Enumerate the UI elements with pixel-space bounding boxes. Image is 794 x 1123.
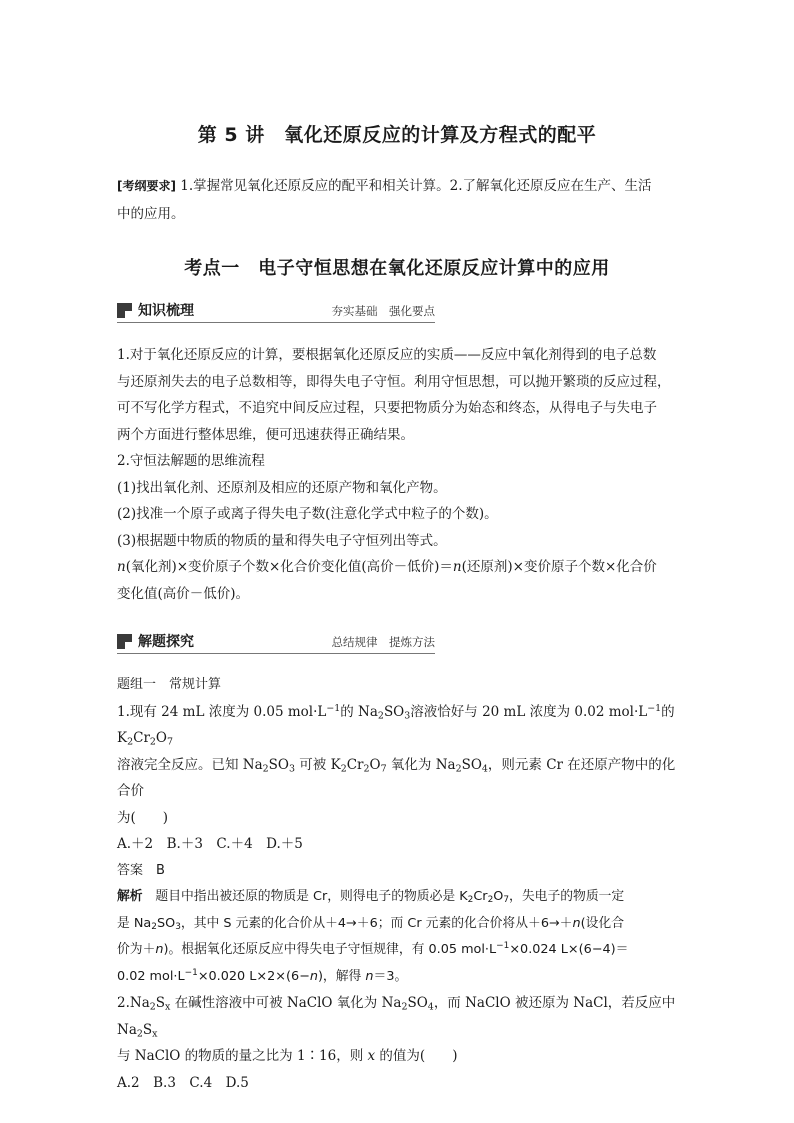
question-1-line-2 <box>117 752 677 805</box>
analysis-line-2 <box>117 911 677 938</box>
text: 是 Na <box>117 915 152 931</box>
text: 的 K <box>117 703 675 746</box>
var-n: n <box>155 942 164 957</box>
text: 与 NaClO 的物质的量之比为 1∶16，则 <box>117 1048 368 1064</box>
sub: 2 <box>340 762 347 774</box>
formula-text: (还原剂)×变价原子个数×化合价 <box>461 559 657 575</box>
text: 的值为( ) <box>375 1048 458 1064</box>
text: ，失电子的物质一定 <box>509 889 625 904</box>
text: S <box>155 995 166 1011</box>
answer-value: B <box>156 862 165 878</box>
text: 溶液完全反应。已知 Na <box>117 756 263 773</box>
formula-line <box>117 554 677 581</box>
knowledge-body <box>117 342 677 607</box>
text: 2.Na <box>117 995 150 1011</box>
sub: 3 <box>404 709 411 721</box>
text: SO <box>461 756 482 773</box>
text: SO <box>156 915 176 931</box>
section-name: 解题探究 <box>138 634 194 650</box>
question-2-options: A.2 B.3 C.4 D.5 <box>117 1074 249 1091</box>
knowledge-line: (1)找出氧化剂、还原剂及相应的还原产物和氧化产物。 <box>117 479 447 496</box>
sub: 2 <box>127 736 134 748</box>
text: ＝3。 <box>373 968 408 984</box>
sub: x <box>165 1001 171 1013</box>
text: SO <box>383 703 405 720</box>
section-practice-header <box>117 631 435 654</box>
text: Cr <box>473 889 488 904</box>
analysis-label: 解析 <box>117 889 143 904</box>
text: ×0.020 L×2×(6− <box>197 968 310 984</box>
page-title: 第 5 讲 氧化还原反应的计算及方程式的配平 <box>197 124 597 146</box>
knowledge-line: (3)根据题中物质的物质的量和得失电子守恒列出等式。 <box>117 532 447 549</box>
kaodian-heading: 考点一 电子守恒思想在氧化还原反应计算中的应用 <box>184 258 610 279</box>
text: SO <box>268 756 289 773</box>
var-n: n <box>309 968 318 984</box>
knowledge-line: 与还原剂失去的电子总数相等，即得失电子守恒。利用守恒思想，可以抛开繁琐的反应过程， <box>117 373 671 390</box>
sub: 4 <box>481 762 488 774</box>
square-bullet-icon <box>117 303 132 318</box>
knowledge-line: 可不写化学方程式，不追究中间反应过程，只要把物质分为始态和终态，从得电子与失电子 <box>117 400 657 416</box>
sup: −1 <box>184 967 198 978</box>
var-x: x <box>367 1048 376 1064</box>
sub: 4 <box>427 1001 434 1013</box>
analysis-line-3 <box>117 937 677 964</box>
text: )。根据氧化还原反应中得失电子守恒规律，有 0.05 mol·L <box>163 942 497 957</box>
sub: 7 <box>167 736 174 748</box>
sub: 2 <box>467 895 474 906</box>
knowledge-line: (2)找准一个原子或离子得失电子数(注意化学式中粒子的个数)。 <box>117 506 498 522</box>
section-knowledge-header <box>117 300 435 323</box>
text: )，解得 <box>317 968 366 984</box>
square-bullet-icon <box>117 634 132 649</box>
sub: 2 <box>455 762 462 774</box>
formula-text: (氧化剂)×变价原子个数×化合价变化值(高价－低价)＝ <box>125 559 453 575</box>
sub: 3 <box>175 921 181 932</box>
text: ，而 NaClO 被还原为 NaCl，若反应中 Na <box>117 995 676 1038</box>
requirement-line-1: 1.掌握常见氧化还原反应的配平和相关计算。2.了解氧化还原反应在生产、生活 <box>180 178 652 194</box>
question-2-line-1 <box>117 990 677 1043</box>
sub: 7 <box>380 762 387 774</box>
requirement-label: [考纲要求] <box>117 179 176 193</box>
text: 1.现有 24 mL 浓度为 0.05 mol·L <box>117 703 327 720</box>
sub: 7 <box>503 895 510 906</box>
text: ×0.024 L×(6−4)＝ <box>509 942 629 957</box>
knowledge-line: 1.对于氧化还原反应的计算，要根据氧化还原反应的实质——反应中氧化剂得到的电子总数 <box>117 347 657 363</box>
text: 价为＋ <box>117 942 156 957</box>
sub: 2 <box>151 921 157 932</box>
requirement-line-2: 中的应用。 <box>117 206 185 222</box>
syllabus-requirement <box>117 172 677 228</box>
sup: −1 <box>496 941 510 952</box>
text: 在碱性溶液中可被 NaClO 氧化为 Na <box>170 995 402 1011</box>
text: S <box>142 1021 153 1038</box>
text: ，其中 S 元素的化合价从＋4→＋6；而 Cr 元素的化合价将从＋6→＋ <box>180 915 573 931</box>
sub: 2 <box>401 1001 408 1013</box>
section-name: 知识梳理 <box>138 303 194 319</box>
practice-body <box>117 672 677 1096</box>
text: Cr <box>133 730 150 746</box>
sub: 3 <box>289 762 296 774</box>
question-1-line-3: 为( ) <box>117 809 169 826</box>
knowledge-line: 2.守恒法解题的思维流程 <box>117 453 265 469</box>
text: ，则元素 Cr 在还原产物中的化合价 <box>117 756 676 799</box>
text: 题目中指出被还原的物质是 Cr，则得电子的物质必是 K <box>155 889 468 904</box>
group-heading: 题组一 常规计算 <box>117 677 222 692</box>
sub: 2 <box>149 736 156 748</box>
sub: x <box>152 1027 158 1039</box>
text: O <box>493 889 504 904</box>
text: 氧化为 Na <box>386 756 456 773</box>
sub: 2 <box>487 895 494 906</box>
text: O <box>155 730 167 746</box>
answer-label: 答案 <box>117 862 144 878</box>
text: 0.02 mol·L <box>117 968 185 984</box>
text: O <box>369 756 381 773</box>
var-n: n <box>572 915 581 931</box>
knowledge-line: 变化值(高价－低价)。 <box>117 585 250 602</box>
text: (设化合 <box>580 915 624 931</box>
section-tag: 夯实基础 强化要点 <box>331 304 435 318</box>
question-1-options: A.＋2 B.＋3 C.＋4 D.＋5 <box>117 836 303 852</box>
sub: 2 <box>136 1027 143 1039</box>
sub: 2 <box>262 762 269 774</box>
var-n: n <box>117 559 126 575</box>
section-tag: 总结规律 提炼方法 <box>331 635 435 649</box>
var-n: n <box>365 968 374 984</box>
var-n: n <box>452 559 462 575</box>
sub: 2 <box>363 762 370 774</box>
sup: −1 <box>326 702 341 714</box>
answer-line <box>117 858 677 885</box>
text: 可被 K <box>295 756 341 773</box>
question-1-line-1 <box>117 699 677 752</box>
text: 溶液恰好与 20 mL 浓度为 0.02 mol·L <box>410 703 648 720</box>
knowledge-line: 两个方面进行整体思维，便可迅速获得正确结果。 <box>117 426 414 443</box>
sub: 2 <box>377 709 384 721</box>
question-2-line-2 <box>117 1043 677 1070</box>
analysis-line-4 <box>117 964 677 991</box>
text: SO <box>407 995 428 1011</box>
analysis-line-1 <box>117 884 677 911</box>
sup: −1 <box>647 702 662 714</box>
text: Cr <box>346 756 364 773</box>
text: 的 Na <box>340 703 378 720</box>
sub: 2 <box>149 1001 156 1013</box>
